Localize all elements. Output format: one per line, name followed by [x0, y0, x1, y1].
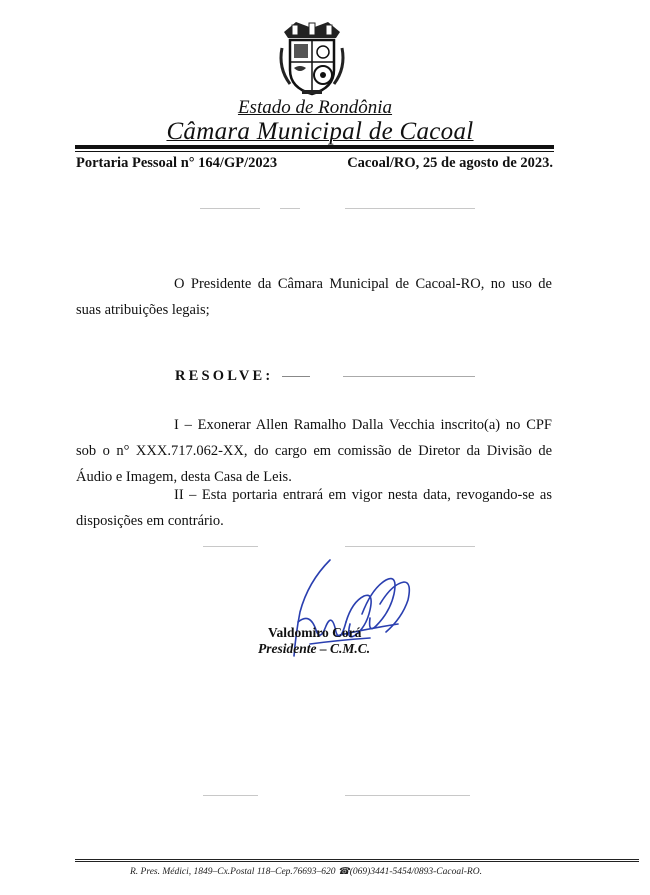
- resolve-heading: RESOLVE:: [175, 368, 274, 384]
- header-rule-thin: [75, 151, 554, 152]
- ordinance-number: Portaria Pessoal n° 164/GP/2023: [76, 155, 278, 171]
- scan-speck: [282, 376, 310, 377]
- ordinance-date: Cacoal/RO, 25 de agosto de 2023.: [347, 155, 553, 171]
- scan-speck: [345, 795, 470, 796]
- scan-speck: [280, 208, 300, 209]
- scan-speck: [345, 546, 475, 547]
- scan-speck: [343, 376, 475, 377]
- scan-speck: [345, 208, 475, 209]
- state-name: Estado de Rondônia: [237, 97, 393, 118]
- scan-speck: [200, 208, 260, 209]
- footer-rule-thin: [75, 861, 639, 862]
- header-rule: [75, 145, 554, 149]
- municipal-crest-icon: [276, 18, 348, 98]
- chamber-name: Câmara Municipal de Cacoal: [166, 118, 474, 145]
- scan-speck: [203, 546, 258, 547]
- intro-paragraph: O Presidente da Câmara Municipal de Cacoal-RO, no uso de suas atribuições legais;: [76, 276, 552, 318]
- signer-name: Valdomiro Corá: [268, 625, 362, 640]
- article-2: II – Esta portaria entrará em vigor nesta data, revogando-se as disposições em contrário.: [76, 487, 552, 529]
- signer-role: Presidente – C.M.C.: [258, 641, 371, 656]
- scan-speck: [203, 795, 258, 796]
- footer-rule: [75, 859, 639, 860]
- footer-address: R. Pres. Médici, 1849–Cx.Postal 118–Cep.76693–620 ☎(069)3441-5454/0893-Cacoal-RO.: [130, 867, 482, 877]
- article-1: I – Exonerar Allen Ramalho Dalla Vecchia inscrito(a) no CPF sob o n° XXX.717.062-XX, do cargo em comissão de Diretor da Divisão de Áudio e Imagem, desta Casa de Leis.: [76, 417, 552, 485]
